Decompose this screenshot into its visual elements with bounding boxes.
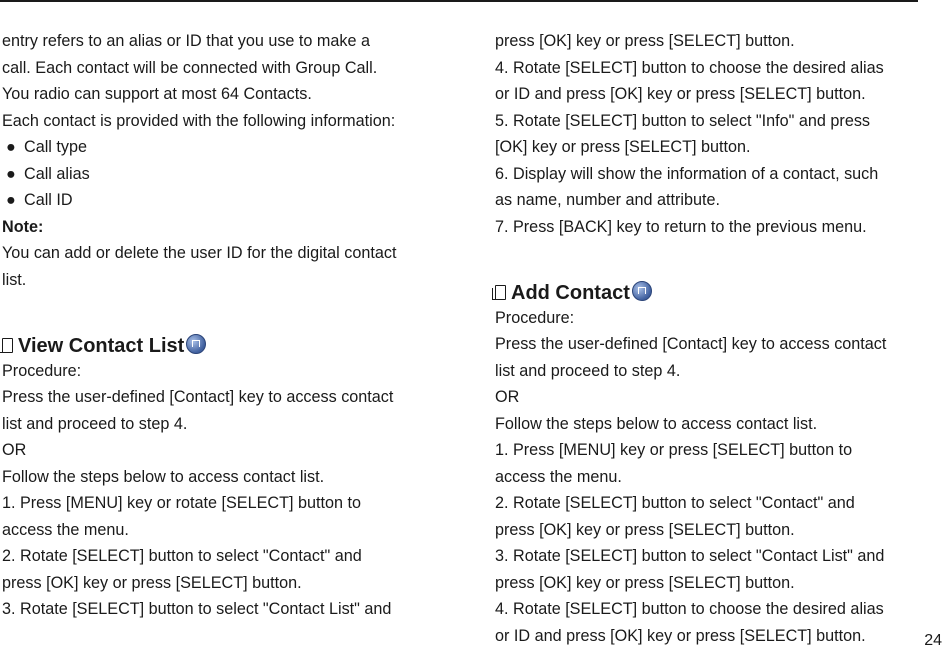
document-icon bbox=[2, 338, 13, 353]
bullet-item bbox=[2, 161, 442, 188]
section-title: View Contact List bbox=[18, 334, 185, 357]
section-heading-add-contact bbox=[495, 279, 935, 307]
procedure-line: 3. Rotate [SELECT] button to select "Contact List" and bbox=[2, 600, 392, 618]
section-title: Add Contact bbox=[511, 281, 630, 304]
procedure-line: 6. Display will show the information of a contact, such bbox=[495, 164, 879, 183]
procedure-line: 3. Rotate [SELECT] button to select "Contact List" and bbox=[495, 547, 885, 565]
procedure-line: Press the user-defined [Contact] key to access contact bbox=[2, 388, 394, 406]
procedure-line: 1. Press [MENU] key or press [SELECT] button to bbox=[495, 441, 853, 459]
document-icon bbox=[495, 285, 506, 300]
procedure-line: Follow the steps below to access contact list. bbox=[495, 414, 818, 433]
bullet-item bbox=[2, 187, 442, 214]
procedure-line: OR bbox=[2, 441, 27, 459]
procedure-line: press [OK] key or press [SELECT] button. bbox=[495, 520, 795, 539]
procedure-line: press [OK] key or press [SELECT] button. bbox=[2, 573, 302, 592]
procedure-line: access the menu. bbox=[2, 520, 129, 539]
procedure-line: Press the user-defined [Contact] key to access contact bbox=[495, 335, 887, 353]
procedure-line: [OK] key or press [SELECT] button. bbox=[495, 138, 751, 156]
top-rule bbox=[0, 0, 918, 2]
intro-line: entry refers to an alias or ID that you use to make a bbox=[2, 32, 370, 50]
bullet-icon: ● bbox=[6, 138, 16, 156]
procedure-line: press [OK] key or press [SELECT] button. bbox=[495, 32, 795, 50]
procedure-line: Procedure: bbox=[495, 308, 575, 327]
bullet-item bbox=[2, 134, 442, 161]
procedure-line: OR bbox=[495, 388, 520, 406]
bullet-icon: ● bbox=[6, 164, 16, 183]
procedure-line: 2. Rotate [SELECT] button to select "Contact" and bbox=[495, 494, 855, 512]
note-label: Note: bbox=[2, 217, 44, 236]
right-column bbox=[495, 28, 935, 649]
bullet-text: Call alias bbox=[24, 164, 90, 183]
spacer bbox=[495, 240, 935, 267]
procedure-line: press [OK] key or press [SELECT] button. bbox=[495, 573, 795, 592]
bullet-text: Call ID bbox=[24, 191, 73, 209]
procedure-line: or ID and press [OK] key or press [SELECT] button. bbox=[495, 626, 866, 645]
procedure-line: 5. Rotate [SELECT] button to select "Info" and press bbox=[495, 111, 871, 130]
procedure-line: access the menu. bbox=[495, 467, 622, 486]
procedure-line: Procedure: bbox=[2, 361, 82, 380]
spacer bbox=[2, 293, 442, 320]
procedure-line: list and proceed to step 4. bbox=[495, 361, 681, 380]
note-line: list. bbox=[2, 270, 27, 289]
procedure-line: 4. Rotate [SELECT] button to choose the desired alias bbox=[495, 58, 884, 77]
procedure-line: 4. Rotate [SELECT] button to choose the desired alias bbox=[495, 600, 884, 618]
procedure-line: 7. Press [BACK] key to return to the previous menu. bbox=[495, 217, 867, 236]
digital-mode-icon bbox=[632, 281, 652, 301]
procedure-line: list and proceed to step 4. bbox=[2, 414, 188, 433]
note-line: You can add or delete the user ID for the digital contact bbox=[2, 244, 397, 262]
procedure-line: Follow the steps below to access contact list. bbox=[2, 467, 325, 486]
page-number: 24 bbox=[924, 632, 942, 649]
intro-line: You radio can support at most 64 Contacts. bbox=[2, 85, 312, 103]
digital-mode-icon bbox=[186, 334, 206, 354]
intro-line: Each contact is provided with the following information: bbox=[2, 111, 396, 130]
procedure-line: or ID and press [OK] key or press [SELECT] button. bbox=[495, 85, 866, 103]
procedure-line: 1. Press [MENU] key or rotate [SELECT] button to bbox=[2, 494, 361, 512]
bullet-icon: ● bbox=[6, 191, 16, 209]
procedure-line: 2. Rotate [SELECT] button to select "Contact" and bbox=[2, 547, 362, 565]
section-heading-view-contact-list bbox=[2, 332, 442, 360]
bullet-text: Call type bbox=[24, 138, 87, 156]
intro-line: call. Each contact will be connected with Group Call. bbox=[2, 58, 378, 77]
left-column bbox=[2, 28, 442, 623]
procedure-line: as name, number and attribute. bbox=[495, 191, 720, 209]
